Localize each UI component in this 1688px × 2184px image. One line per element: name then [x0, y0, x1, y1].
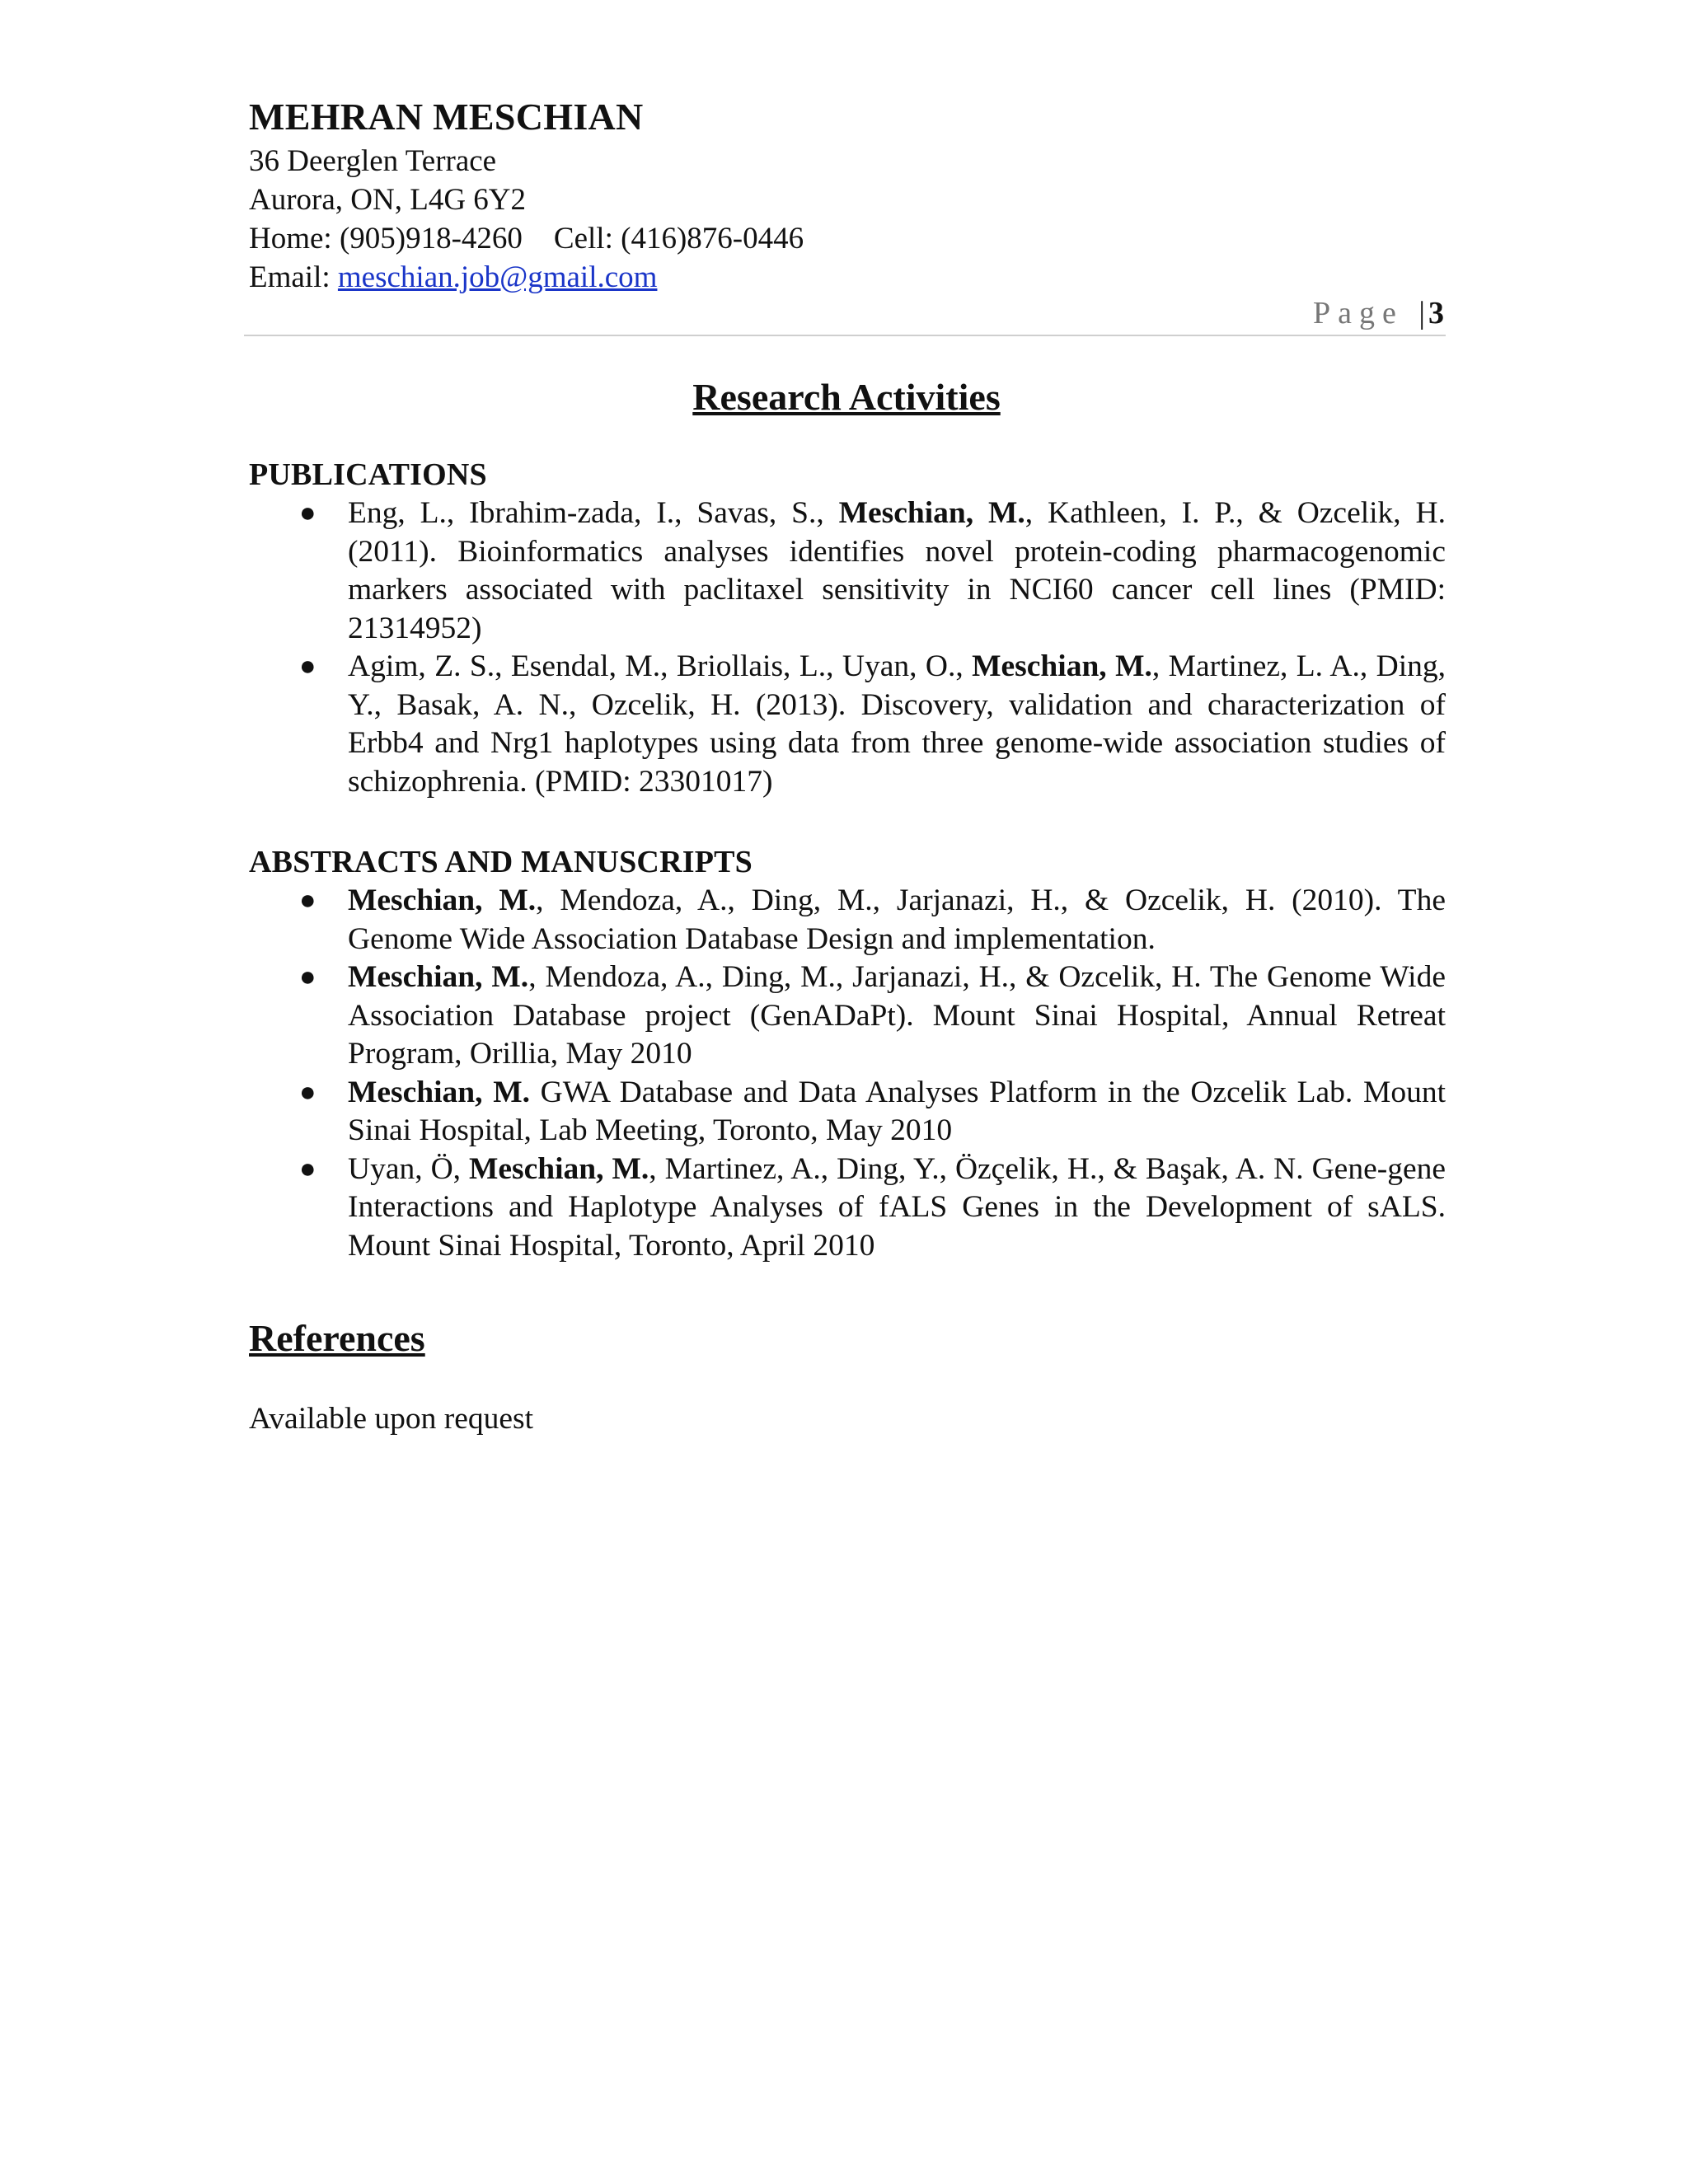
home-phone: (905)918-4260: [339, 222, 523, 255]
cell-phone: (416)876-0446: [621, 222, 804, 255]
abstracts-heading: ABSTRACTS AND MANUSCRIPTS: [249, 845, 753, 879]
entry-author-bold: Meschian, M.: [972, 649, 1152, 683]
bullet-icon: ●: [299, 1076, 316, 1108]
street-address: 36 Deerglen Terrace: [249, 144, 497, 178]
entry-text-before: Agim, Z. S., Esendal, M., Briollais, L., Uyan, O.,: [348, 649, 973, 683]
bullet-icon: ●: [299, 1153, 316, 1184]
phone-line: [249, 219, 1444, 258]
applicant-name: MEHRAN MESCHIAN: [249, 96, 644, 138]
entry-text-after: , Martinez, L. A., Ding, Y., Basak, A. N., Ozcelik, H. (2013). Discovery, validation and characterization of Erbb4 and Nrg1 haplotypes using data from three genome-wide association studies of schizophrenia. (PMID: 23301017): [348, 649, 1447, 799]
list-item: [249, 648, 1446, 801]
references-heading: References: [249, 1317, 425, 1359]
bullet-icon: ●: [299, 885, 316, 916]
references-body: Available upon request: [249, 1402, 534, 1436]
entry-text-after: , Mendoza, A., Ding, M., Jarjanazi, H., & Ozcelik, H. The Genome Wide Association Database project (GenADaPt). Mount Sinai Hospital, Annual Retreat Program, Orillia, May 2010: [348, 960, 1446, 1071]
contact-header: [249, 92, 1444, 297]
list-item: [249, 1151, 1446, 1266]
entry-author-bold: Meschian, M.: [348, 883, 537, 917]
email-link[interactable]: meschian.job@gmail.com: [337, 260, 658, 294]
publications-list: [249, 494, 1446, 801]
publications-section: [249, 455, 1446, 801]
entry-text-after: , Kathleen, I. P., & Ozcelik, H. (2011). Bioinformatics analyses identifies novel protein-coding pharmacogenomic markers associated with paclitaxel sensitivity in NCI60 cancer cell lines (PMID: 21314952): [348, 496, 1446, 645]
page-label: Page: [1313, 296, 1404, 330]
list-item: [249, 494, 1446, 648]
publications-heading: PUBLICATIONS: [249, 457, 487, 492]
entry-author-bold: Meschian, M.: [838, 496, 1025, 530]
city-address: Aurora, ON, L4G 6Y2: [249, 183, 527, 217]
bullet-icon: ●: [299, 962, 316, 992]
entry-text-after: , Martinez, A., Ding, Y., Özçelik, H., & Başak, A. N. Gene-gene Interactions and Haplotype Analyses of fALS Genes in the Development of sALS. Mount Sinai Hospital, Toronto, April 2010: [348, 1151, 1446, 1263]
entry-author-bold: Meschian, M.: [469, 1151, 649, 1186]
cell-phone-label: Cell:: [553, 222, 613, 255]
entry-text-after: , Mendoza, A., Ding, M., Jarjanazi, H., & Ozcelik, H. (2010). The Genome Wide Association Database Design and implementation.: [348, 883, 1446, 956]
page-separator: |: [1418, 296, 1428, 330]
email-label: Email:: [249, 260, 331, 294]
header-divider: [244, 335, 1446, 336]
bullet-icon: ●: [299, 651, 316, 682]
entry-author-bold: Meschian, M.: [348, 1075, 530, 1109]
section-title: Research Activities: [692, 376, 1001, 418]
abstracts-list: [249, 882, 1446, 1265]
email-line: [249, 258, 1444, 297]
abstracts-section: [249, 842, 1446, 1265]
home-phone-label: Home:: [249, 222, 332, 255]
bullet-icon: ●: [299, 498, 316, 528]
list-item: [249, 1074, 1446, 1151]
entry-text-after: GWA Database and Data Analyses Platform in the Ozcelik Lab. Mount Sinai Hospital, Lab Meeting, Toronto, May 2010: [348, 1075, 1446, 1147]
entry-author-bold: Meschian, M.: [348, 960, 529, 994]
list-item: [249, 958, 1446, 1074]
entry-text-before: Eng, L., Ibrahim-zada, I., Savas, S.,: [348, 496, 839, 530]
entry-text-before: Uyan, Ö,: [348, 1151, 469, 1186]
page-number-value: 3: [1428, 296, 1444, 330]
page-number: [1313, 293, 1444, 333]
list-item: [249, 882, 1446, 958]
